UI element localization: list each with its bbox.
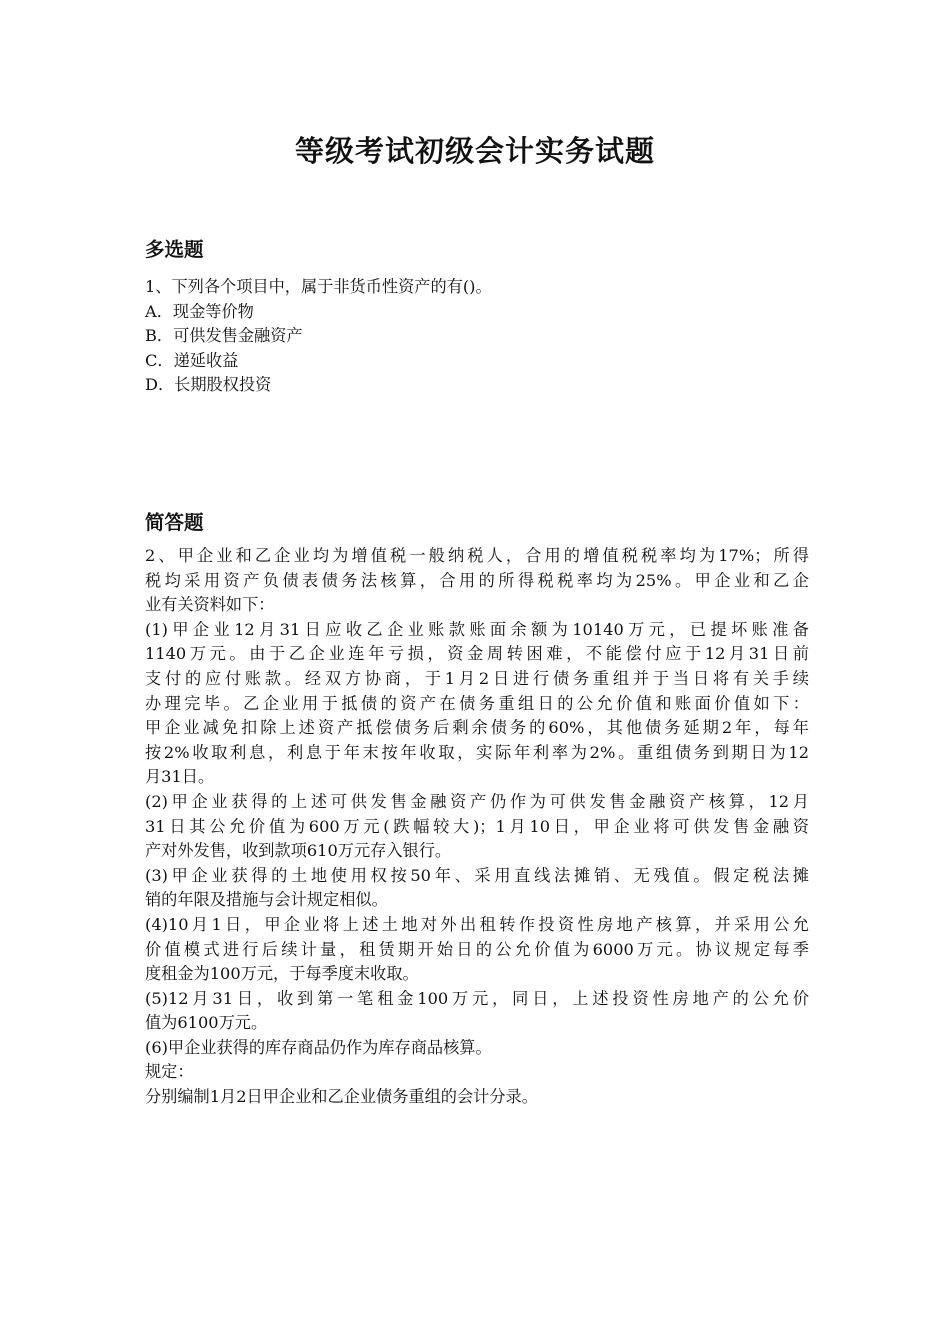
option-a: A．现金等价物 bbox=[145, 301, 254, 321]
item-5-line: 值为6100万元。 bbox=[145, 1013, 268, 1033]
question-2-item-3 bbox=[145, 864, 809, 913]
question-2-item-2 bbox=[145, 790, 809, 864]
section-heading-short-answer: 简答题 bbox=[145, 511, 204, 534]
question-2-intro-line: 业有关资料如下： bbox=[145, 595, 275, 615]
requirement-label: 规定： bbox=[145, 1062, 194, 1082]
item-1-line: 办理完毕。乙企业用于抵债的资产在债务重组日的公允价值和账面价值如下： bbox=[145, 693, 809, 713]
option-c: C．递延收益 bbox=[145, 350, 239, 370]
item-1-line: 按2%收取利息，利息于年末按年收取，实际年利率为2%。重组债务到期日为12 bbox=[145, 742, 809, 762]
item-2-line: 31日其公允价值为600万元(跌幅较大)；1月10日，甲企业将可供发售金融资 bbox=[145, 816, 809, 836]
page-title: 等级考试初级会计实务试题 bbox=[294, 134, 655, 168]
item-4-line: 度租金为100万元，于每季度末收取。 bbox=[145, 964, 419, 984]
item-1-line: 甲企业减免扣除上述资产抵偿债务后剩余债务的60%，其他债务延期2年，每年 bbox=[145, 718, 809, 738]
question-2-intro-line: 税均采用资产负债表债务法核算，合用的所得税税率均为25%。甲企业和乙企 bbox=[145, 570, 809, 590]
item-4-line: 价值模式进行后续计量，租赁期开始日的公允价值为6000万元。协议规定每季 bbox=[145, 939, 809, 959]
item-1-line: 1140万元。由于乙企业连年亏损，资金周转困难，不能偿付应于12月31日前 bbox=[145, 644, 809, 664]
question-2-item-6: (6)甲企业获得的库存商品仍作为库存商品核算。 bbox=[145, 1037, 492, 1057]
option-b: B．可供发售金融资产 bbox=[145, 326, 303, 346]
question-1-stem: 1、下列各个项目中，属于非货币性资产的有()。 bbox=[145, 277, 492, 296]
item-1-line: 月31日。 bbox=[145, 767, 215, 787]
question-2-item-5 bbox=[145, 987, 809, 1036]
question-2-item-4 bbox=[145, 913, 809, 987]
option-d: D．长期股权投资 bbox=[145, 375, 272, 395]
item-1-line: 支付的应付账款。经双方协商，于1月2日进行债务重组并于当日将有关手续 bbox=[145, 668, 809, 688]
question-2-intro-line: 2、甲企业和乙企业均为增值税一般纳税人，合用的增值税税率均为17%；所得 bbox=[145, 546, 809, 565]
requirement-text: 分别编制1月2日甲企业和乙企业债务重组的会计分录。 bbox=[145, 1087, 538, 1107]
question-2-intro bbox=[145, 544, 809, 618]
question-1 bbox=[145, 275, 809, 398]
item-3-line: (3)甲企业获得的土地使用权按50年、采用直线法摊销、无残值。假定税法摊 bbox=[145, 865, 809, 885]
section-heading-multiple-choice: 多选题 bbox=[145, 238, 204, 261]
question-2 bbox=[145, 544, 809, 1110]
question-2-item-1 bbox=[145, 618, 809, 790]
item-2-line: 产对外发售，收到款项610万元存入银行。 bbox=[145, 841, 452, 861]
item-1-line: (1)甲企业12月31日应收乙企业账款账面余额为10140万元，已提坏账准备 bbox=[145, 619, 809, 639]
item-5-line: (5)12月31日，收到第一笔租金100万元，同日，上述投资性房地产的公允价 bbox=[145, 988, 809, 1008]
item-4-line: (4)10月1日，甲企业将上述土地对外出租转作投资性房地产核算，并采用公允 bbox=[145, 914, 809, 934]
item-2-line: (2)甲企业获得的上述可供发售金融资产仍作为可供发售金融资产核算，12月 bbox=[145, 791, 809, 811]
item-3-line: 销的年限及措施与会计规定相似。 bbox=[145, 890, 388, 910]
